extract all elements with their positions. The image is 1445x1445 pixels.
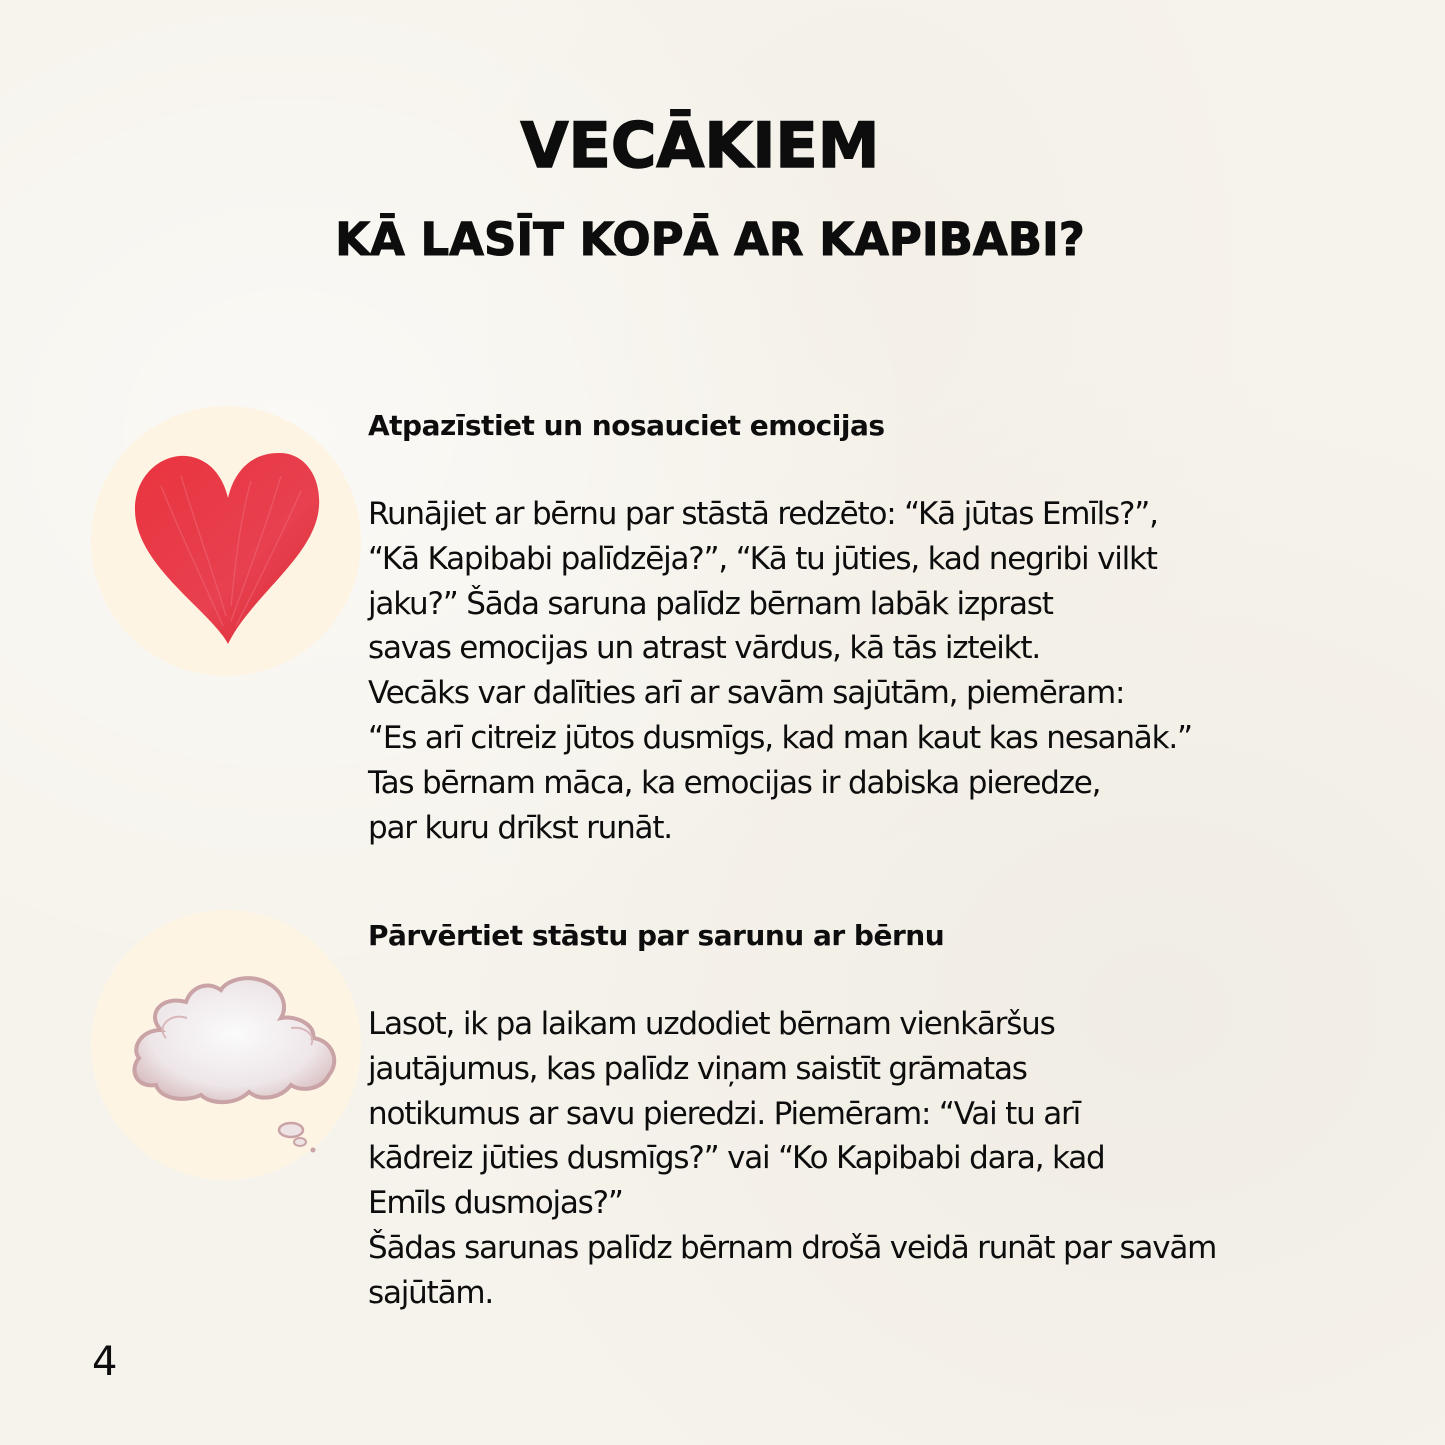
body-line: “Kā Kapibabi palīdzēja?”, “Kā tu jūties, kad negribi vilkt xyxy=(368,540,1157,577)
body-line: kādreiz jūties dusmīgs?” vai “Ko Kapibabi dara, kad xyxy=(368,1140,1105,1177)
body-line: jautājumus, kas palīdz viņam saistīt grāmatas xyxy=(368,1050,1027,1087)
section-story-conversation xyxy=(368,914,1408,1316)
body-line: Runājiet ar bērnu par stāstā redzēto: “Kā jūtas Emīls?”, xyxy=(368,496,1158,532)
thought-cloud-icon-badge xyxy=(91,910,361,1180)
body-line: Šādas sarunas palīdz bērnam drošā veidā runāt par savām xyxy=(368,1229,1217,1266)
body-line: savas emocijas un atrast vārdus, kā tās izteikt. xyxy=(368,630,1040,667)
section-heading: Pārvērtiet stāstu par sarunu ar bērnu xyxy=(368,919,945,952)
section-recognize-emotions xyxy=(368,404,1408,850)
body-line: sajūtām. xyxy=(368,1274,494,1311)
body-line: Emīls dusmojas?” xyxy=(368,1185,623,1222)
body-line: jaku?” Šāda saruna palīdz bērnam labāk izprast xyxy=(368,585,1053,622)
body-line: notikumus ar savu pieredzi. Piemēram: “Vai tu arī xyxy=(368,1095,1080,1132)
body-line: Lasot, ik pa laikam uzdodiet bērnam vienkāršus xyxy=(368,1006,1055,1042)
heart-icon xyxy=(91,406,361,676)
page-number: 4 xyxy=(92,1339,118,1385)
body-line: Tas bērnam māca, ka emocijas ir dabiska pieredze, xyxy=(368,764,1101,801)
thought-cloud-icon xyxy=(91,910,361,1180)
body-line: Vecāks var dalīties arī ar savām sajūtām, piemēram: xyxy=(368,675,1125,712)
page-title: VECĀKIEM xyxy=(520,109,880,182)
page-subtitle: KĀ LASĪT KOPĀ AR KAPIBABI? xyxy=(335,213,1085,266)
section-heading: Atpazīstiet un nosauciet emocijas xyxy=(368,409,885,442)
body-line: par kuru drīkst runāt. xyxy=(368,809,672,846)
body-line: “Es arī citreiz jūtos dusmīgs, kad man kaut kas nesanāk.” xyxy=(368,719,1192,756)
heart-icon-badge xyxy=(91,406,361,676)
